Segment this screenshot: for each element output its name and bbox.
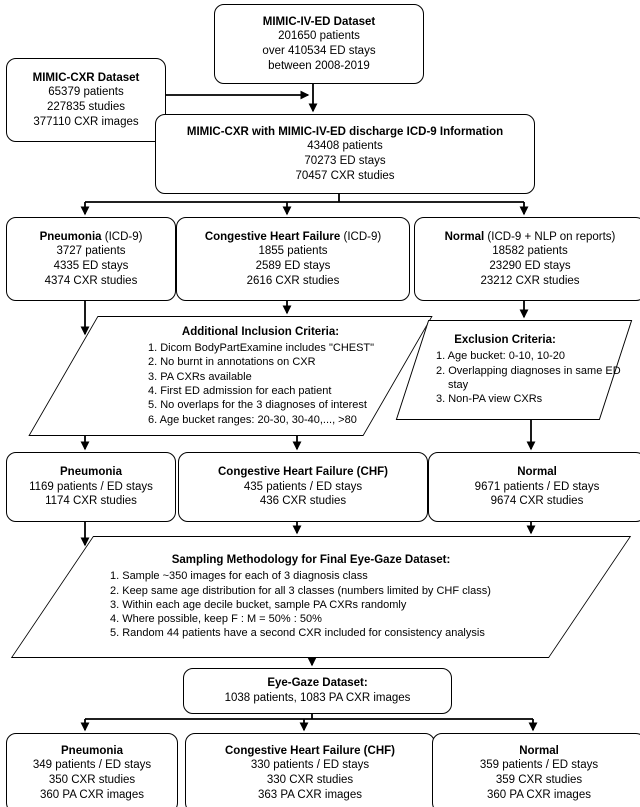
node-title [205,230,381,245]
node-title: MIMIC-IV-ED Dataset [262,15,376,28]
node-pneumonia-filtered [6,452,176,522]
node-mimic-iv-ed-dataset [214,4,424,84]
text-line: 3. Within each age decile bucket, sample PA CXRs randomly [110,598,407,611]
node-body [225,691,411,706]
text-line: 360 PA CXR images [487,788,591,801]
node-title-suffix: (ICD-9 + NLP on reports) [484,230,616,243]
node-title-suffix: (ICD-9) [340,230,382,243]
text-line: 5. Random 44 patients have a second CXR included for consistency analysis [110,627,485,640]
sampling-methodology-title: Sampling Methodology for Final Eye-Gaze Dataset: [171,554,451,567]
node-title: Pneumonia [60,465,122,478]
text-line: 70273 ED stays [304,155,386,167]
text-line: 1. Dicom BodyPartExamine includes "CHEST" [148,342,375,355]
node-body [247,244,340,288]
text-line: 349 patients / ED stays [32,759,152,772]
node-normal-final [432,733,640,807]
node-normal-icd9 [414,217,640,301]
parallelogram-exclusion-criteria [396,320,632,420]
text-line: 3. PA CXRs available [148,370,252,383]
node-title: Congestive Heart Failure (CHF) [218,465,388,478]
node-title: Congestive Heart Failure (CHF) [225,744,395,757]
exclusion-criteria-list [436,349,626,406]
parallelogram-sampling-methodology [10,536,632,658]
text-line: 1169 patients / ED stays [29,480,153,493]
node-title: Eye-Gaze Dataset: [267,677,368,690]
text-line: 4. Where possible, keep F : M = 50% : 50% [110,613,322,626]
node-body [45,244,138,288]
text-line: 6. Age bucket ranges: 20-30, 30-40,..., >80 [148,413,357,426]
node-title: Normal [519,744,559,757]
node-body [251,758,369,802]
exclusion-criteria-title: Exclusion Criteria: [454,334,556,347]
text-line: 2. No burnt in annotations on CXR [148,356,316,369]
inclusion-criteria-title: Additional Inclusion Criteria: [181,326,340,339]
text-line: 70457 CXR studies [295,169,395,182]
text-line: 4335 ED stays [53,260,129,272]
text-line: 4. First ED admission for each patient [148,384,332,397]
parallelogram-inclusion-criteria [28,316,433,436]
text-line: 435 patients / ED stays [243,480,363,493]
node-pneumonia-final [6,733,178,807]
node-title-main: Normal [444,230,485,243]
text-line: 350 CXR studies [48,774,136,786]
parallelogram-content [28,316,433,436]
text-line: 227835 studies [46,101,125,113]
node-title-main: Congestive Heart Failure [204,230,341,243]
inclusion-criteria-list [148,341,433,427]
text-line: 2616 CXR studies [246,274,340,287]
text-line: 43408 patients [307,140,383,153]
node-chf-final [185,733,435,807]
text-line: 1. Sample ~350 images for each of 3 diagnosis class [110,570,368,583]
text-line: 3727 patients [56,245,126,258]
node-title-suffix: (ICD-9) [101,230,143,243]
node-body [244,480,362,509]
node-pneumonia-icd9 [6,217,176,301]
text-line: 377110 CXR images [33,115,139,128]
text-line: 1038 patients, 1083 PA CXR images [224,692,411,704]
text-line: 4374 CXR studies [44,274,138,287]
text-line: 1. Age bucket: 0-10, 10-20 [436,350,566,363]
parallelogram-content [10,536,632,658]
text-line: 363 PA CXR images [258,788,362,801]
text-line: 359 patients / ED stays [479,759,599,772]
text-line: 2589 ED stays [255,260,331,272]
node-chf-icd9 [176,217,410,301]
node-body [475,480,600,509]
text-line: 23290 ED stays [489,260,571,272]
node-title [40,230,143,245]
node-body [33,85,138,129]
text-line: 201650 patients [278,30,360,43]
text-line: 5. No overlaps for the 3 diagnoses of interest [148,399,367,412]
text-line: over 410534 ED stays [262,45,376,57]
node-title: Pneumonia [61,744,123,757]
sampling-methodology-list [110,569,632,640]
text-line: 436 CXR studies [259,495,347,508]
text-line: 330 CXR studies [266,774,354,786]
text-line: 359 CXR studies [495,774,583,786]
node-eye-gaze-dataset [183,668,452,714]
text-line: 3. Non-PA view CXRs [436,393,543,406]
parallelogram-content [396,320,632,420]
text-line: 1855 patients [258,245,328,258]
node-title [445,230,616,245]
text-line: 1174 CXR studies [45,495,137,508]
text-line: 330 patients / ED stays [250,759,370,772]
text-line: 9671 patients / ED stays [474,480,600,493]
node-title: MIMIC-CXR Dataset [32,71,140,84]
text-line: 360 PA CXR images [40,788,144,801]
node-mimic-cxr-dataset [6,58,166,142]
node-title: Normal [517,465,557,478]
node-title: MIMIC-CXR with MIMIC-IV-ED discharge ICD-9 Information [186,125,504,138]
node-normal-filtered [428,452,640,522]
node-body [262,29,375,73]
text-line: 18582 patients [492,245,568,258]
node-body [33,758,151,802]
text-line: 2. Keep same age distribution for all 3 classes (numbers limited by CHF class) [110,584,491,597]
node-body [295,139,394,183]
node-merged-dataset [155,114,535,194]
text-line: between 2008-2019 [268,59,370,72]
node-body [480,758,598,802]
node-chf-filtered [178,452,428,522]
text-line: 23212 CXR studies [480,274,580,287]
node-body [480,244,579,288]
text-line: 2. Overlapping diagnoses in same ED stay [436,364,621,391]
text-line: 65379 patients [48,86,124,99]
node-title-main: Pneumonia [39,230,102,243]
text-line: 9674 CXR studies [490,495,584,508]
node-body [29,480,153,509]
